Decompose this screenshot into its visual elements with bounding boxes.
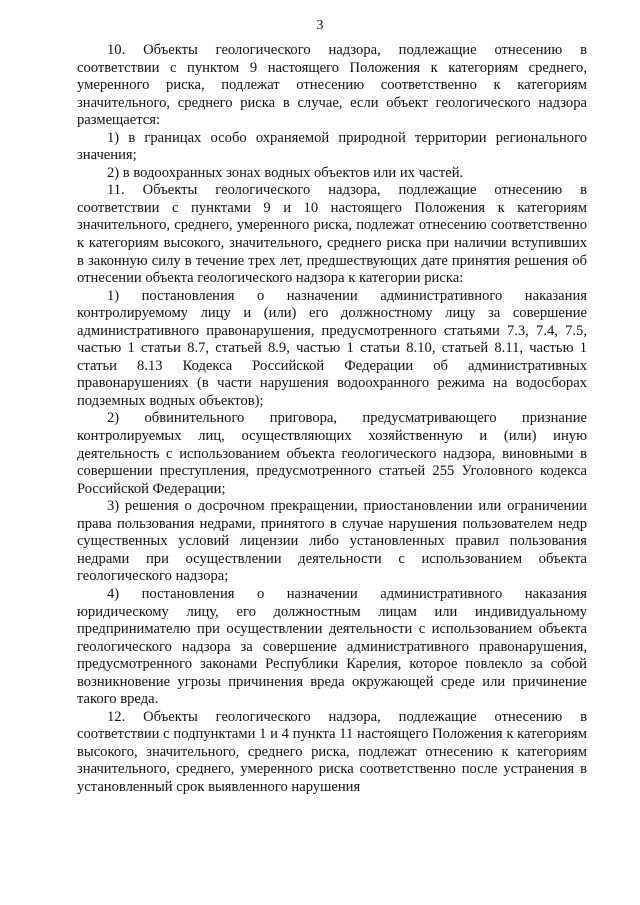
paragraph-10-item-2: 2) в водоохранных зонах водных объектов или их частей. [107,164,464,181]
paragraph-10-item-1: 1) в границах особо охраняемой природной территории регионального значения; [77,129,587,164]
paragraph-11-item-3: 3) решения о досрочном прекращении, приостановлении или ограничении права пользования недрами, принятого в случае нарушения пользователем недр существенных условий лицензии либо установленных правил пользования недрами при осуществлении деятельности с использованием объекта геологического надзора; [77,498,587,585]
paragraph-12: 12. Объекты геологического надзора, подлежащие отнесению в соответствии с подпунктами 1 и 4 пункта 11 настоящего Положения к категориям высокого, значительного, среднего риска, подлежат отнесению к категориям значительного, среднего, умеренного риска соответственно после устранения в установленный срок выявленного нарушения [77,708,587,795]
paragraph-11-item-4: 4) постановления о назначении административного наказания юридическому лицу, его должностным лицам или индивидуальному предпринимателю при осуществлении деятельности с использованием объекта геологического надзора за совершение административного правонарушения, предусмотренного законами Республики Карелия, которое повлекло за собой возникновение угрозы причинения вреда окружающей среде или причинение такого вреда. [77,585,587,708]
paragraph-11-item-2: 2) обвинительного приговора, предусматривающего признание контролируемых лиц, осуществляющих хозяйственную и (или) иную деятельность с использованием объекта геологического надзора, виновными в совершении преступления, предусмотренного статьей 255 Уголовного кодекса Российской Федерации; [77,410,587,497]
page-number: 3 [316,18,324,33]
paragraph-11-item-1: 1) постановления о назначении административного наказания контролируемому лицу и (или) его должностному лицу за совершение административного правонарушения, предусмотренного статьями 7.3, 7.4, 7.5, частью 1 статьи 8.7, статьей 8.9, частью 1 статьи 8.10, статьей 8.11, частью 1 статьи 8.13 Кодекса Российской Федерации об административных правонарушениях (в части нарушения водоохранного режима на водосборах подземных водных объектов); [77,287,587,409]
paragraph-11: 11. Объекты геологического надзора, подлежащие отнесению в соответствии с пунктами 9 и 10 настоящего Положения к категориям значительного, среднего, умеренного риска, подлежат отнесению соответственно к категориям высокого, значительного, среднего риска при наличии вступивших в законную силу в течение трех лет, предшествующих дате принятия решения об отнесении объекта геологического надзора к категории риска: [77,182,587,287]
paragraph-10: 10. Объекты геологического надзора, подлежащие отнесению в соответствии с пунктом 9 настоящего Положения к категориям среднего, умеренного риска, подлежат отнесению соответственно к категориям значительного, среднего риска в случае, если объект геологического надзора размещается: [77,42,587,129]
document-body [77,42,587,797]
